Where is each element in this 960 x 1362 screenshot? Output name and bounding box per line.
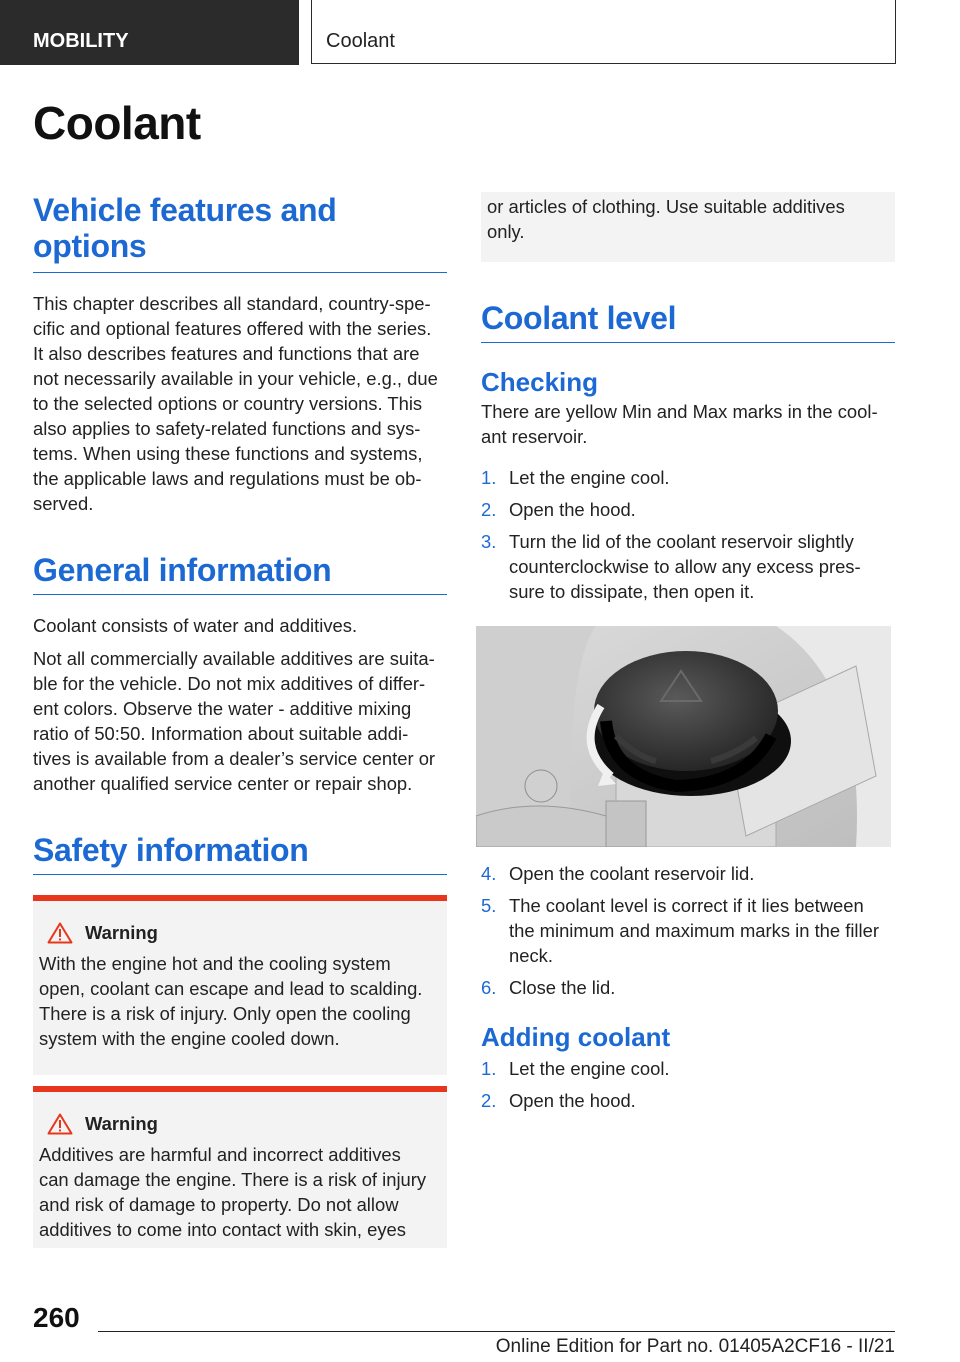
text-line: tems. When using these functions and systems, bbox=[33, 443, 423, 464]
text-line: This chapter describes all standard, country-spe‐ bbox=[33, 293, 431, 314]
text-line: not necessarily available in your vehicle, e.g., due bbox=[33, 368, 438, 389]
list-item bbox=[481, 893, 895, 968]
step-text bbox=[509, 529, 861, 604]
header-section-label: MOBILITY bbox=[33, 30, 129, 52]
text-line: also applies to safety-related functions and sys‐ bbox=[33, 418, 421, 439]
warning-box-additives bbox=[33, 1086, 447, 1248]
header-topic-label: Coolant bbox=[326, 30, 395, 52]
step-text bbox=[509, 893, 879, 968]
header-topic-tab bbox=[311, 0, 896, 64]
text-line: tives is available from a dealer’s service center or bbox=[33, 748, 436, 769]
safety-information-heading: Safety information bbox=[33, 832, 447, 875]
text-line: can damage the engine. There is a risk of injury bbox=[39, 1169, 427, 1190]
text-line: There is a risk of injury. Only open the cooling bbox=[39, 1003, 411, 1024]
vehicle-features-heading-line1: Vehicle features and bbox=[33, 192, 337, 228]
warning-title-text: Warning bbox=[85, 922, 158, 943]
step-text bbox=[509, 1088, 636, 1113]
list-item bbox=[481, 861, 895, 886]
list-item bbox=[481, 975, 895, 1000]
text-line: additives to come into contact with skin, eyes bbox=[39, 1219, 406, 1240]
text-line: Turn the lid of the coolant reservoir slightly bbox=[509, 531, 854, 552]
warning-title bbox=[39, 1112, 441, 1136]
vehicle-features-heading bbox=[33, 192, 447, 273]
adding-coolant-heading: Adding coolant bbox=[481, 1022, 671, 1052]
checking-intro bbox=[481, 399, 895, 449]
step-text bbox=[509, 497, 636, 522]
text-line: Let the engine cool. bbox=[509, 1058, 670, 1079]
text-line: to the selected options or country versions. This bbox=[33, 393, 423, 414]
step-number: 5. bbox=[481, 895, 497, 916]
list-item bbox=[481, 465, 895, 490]
step-number: 1. bbox=[481, 467, 497, 488]
step-number: 1. bbox=[481, 1058, 497, 1079]
warning-text bbox=[39, 1142, 441, 1242]
list-item bbox=[481, 497, 895, 522]
coolant-level-heading: Coolant level bbox=[481, 300, 895, 343]
page-number: 260 bbox=[33, 1302, 80, 1333]
warning-text bbox=[39, 951, 441, 1051]
step-number: 3. bbox=[481, 531, 497, 552]
step-text bbox=[509, 1056, 670, 1081]
right-column bbox=[481, 192, 895, 611]
text-line: and risk of damage to property. Do not allow bbox=[39, 1194, 399, 1215]
checking-steps-continued-list bbox=[481, 861, 895, 1000]
text-line: Open the coolant reservoir lid. bbox=[509, 863, 755, 884]
step-text bbox=[509, 465, 670, 490]
text-line: or articles of clothing. Use suitable additives bbox=[487, 196, 845, 217]
step-number: 4. bbox=[481, 863, 497, 884]
left-column bbox=[33, 192, 447, 1248]
warning-continuation bbox=[481, 192, 895, 262]
text-line: Open the hood. bbox=[509, 499, 636, 520]
coolant-reservoir-cap-illustration bbox=[476, 626, 891, 847]
vehicle-features-heading-line2: options bbox=[33, 228, 147, 264]
text-line: ant reservoir. bbox=[481, 426, 588, 447]
text-line: There are yellow Min and Max marks in the cool‐ bbox=[481, 401, 878, 422]
page-title: Coolant bbox=[33, 97, 201, 149]
text-line: The coolant level is correct if it lies between bbox=[509, 895, 864, 916]
step-number: 2. bbox=[481, 1090, 497, 1111]
general-information-heading: General information bbox=[33, 552, 447, 595]
header-section-tab bbox=[0, 0, 299, 65]
text-line: Not all commercially available additives are suita‐ bbox=[33, 648, 435, 669]
text-line: Close the lid. bbox=[509, 977, 616, 998]
step-text bbox=[509, 861, 754, 886]
warning-title-text: Warning bbox=[85, 1113, 158, 1134]
adding-steps-list bbox=[481, 1056, 895, 1113]
text-line: system with the engine cooled down. bbox=[39, 1028, 340, 1049]
text-line: Additives are harmful and incorrect additives bbox=[39, 1144, 401, 1165]
warning-triangle-icon bbox=[47, 1113, 73, 1135]
general-p2 bbox=[33, 646, 447, 796]
text-line: only. bbox=[487, 221, 525, 242]
footer-divider bbox=[98, 1331, 895, 1332]
text-line: open, coolant can escape and lead to scalding. bbox=[39, 978, 423, 999]
text-line: served. bbox=[33, 493, 94, 514]
vehicle-features-text bbox=[33, 291, 447, 516]
text-line: ble for the vehicle. Do not mix additives of differ‐ bbox=[33, 673, 426, 694]
right-column-lower bbox=[481, 861, 895, 1120]
text-line: counterclockwise to allow any excess pres‐ bbox=[509, 556, 861, 577]
checking-heading: Checking bbox=[481, 367, 599, 397]
text-line: the minimum and maximum marks in the filler bbox=[509, 920, 879, 941]
text-line: cific and optional features offered with the series. bbox=[33, 318, 432, 339]
text-line: It also describes features and functions that are bbox=[33, 343, 420, 364]
list-item bbox=[481, 1088, 895, 1113]
warning-title bbox=[39, 921, 441, 945]
footer-edition-text: Online Edition for Part no. 01405A2CF16 - II/21 bbox=[495, 1336, 895, 1357]
text-line: With the engine hot and the cooling system bbox=[39, 953, 391, 974]
warning-triangle-icon bbox=[47, 922, 73, 944]
text-line: another qualified service center or repair shop. bbox=[33, 773, 413, 794]
text-line: the applicable laws and regulations must be ob‐ bbox=[33, 468, 422, 489]
list-item bbox=[481, 1056, 895, 1081]
step-number: 6. bbox=[481, 977, 497, 998]
warning-continuation-text bbox=[487, 194, 889, 244]
step-number: 2. bbox=[481, 499, 497, 520]
text-line: sure to dissipate, then open it. bbox=[509, 581, 755, 602]
list-item bbox=[481, 529, 895, 604]
text-line: Let the engine cool. bbox=[509, 467, 670, 488]
checking-steps-list bbox=[481, 465, 895, 604]
text-line: neck. bbox=[509, 945, 553, 966]
step-text bbox=[509, 975, 615, 1000]
text-line: ratio of 50:50. Information about suitable addi‐ bbox=[33, 723, 409, 744]
general-p1: Coolant consists of water and additives. bbox=[33, 615, 358, 636]
text-line: Open the hood. bbox=[509, 1090, 636, 1111]
text-line: ent colors. Observe the water - additive mixing bbox=[33, 698, 412, 719]
warning-box-scalding bbox=[33, 895, 447, 1075]
